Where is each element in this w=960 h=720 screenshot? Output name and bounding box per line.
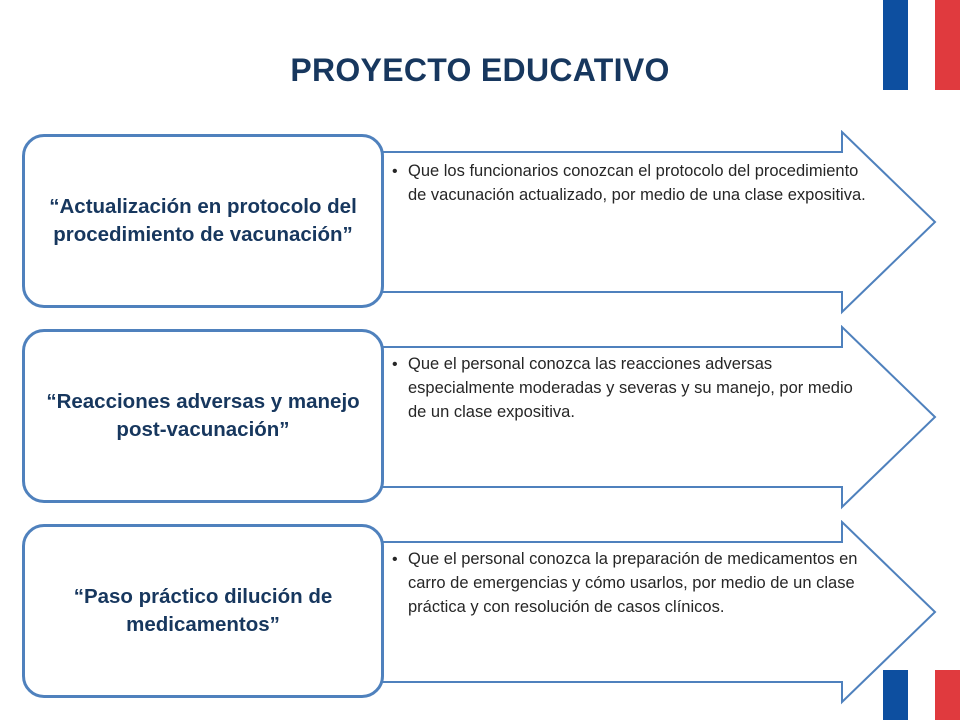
diagram-row <box>0 130 960 315</box>
topic-box <box>22 524 384 698</box>
description-bullet <box>392 160 872 208</box>
topic-label: “Paso práctico dilución de medicamentos” <box>73 585 333 636</box>
topic-label: “Reacciones adversas y manejo post-vacunación” <box>46 390 360 441</box>
diagram-row <box>0 520 960 705</box>
topic-box <box>22 134 384 308</box>
description-bullet <box>392 548 872 620</box>
description-bullet <box>392 353 872 425</box>
bullet-dot-icon: • <box>392 356 398 373</box>
page-title: PROYECTO EDUCATIVO <box>290 52 670 88</box>
description-text: Que el personal conozca las reacciones adversas especialmente moderadas y severas y su manejo, por medio de un clase expositiva. <box>408 355 853 421</box>
topic-box <box>22 329 384 503</box>
topic-label: “Actualización en protocolo del procedimiento de vacunación” <box>49 195 357 246</box>
bullet-dot-icon: • <box>392 551 398 568</box>
description-text: Que los funcionarios conozcan el protocolo del procedimiento de vacunación actualizado, por medio de una clase expositiva. <box>408 162 866 204</box>
bullet-dot-icon: • <box>392 163 398 180</box>
diagram-row <box>0 325 960 510</box>
description-text: Que el personal conozca la preparación de medicamentos en carro de emergencias y cómo usarlos, por medio de un clase práctica y con resolución de casos clínicos. <box>408 550 858 616</box>
